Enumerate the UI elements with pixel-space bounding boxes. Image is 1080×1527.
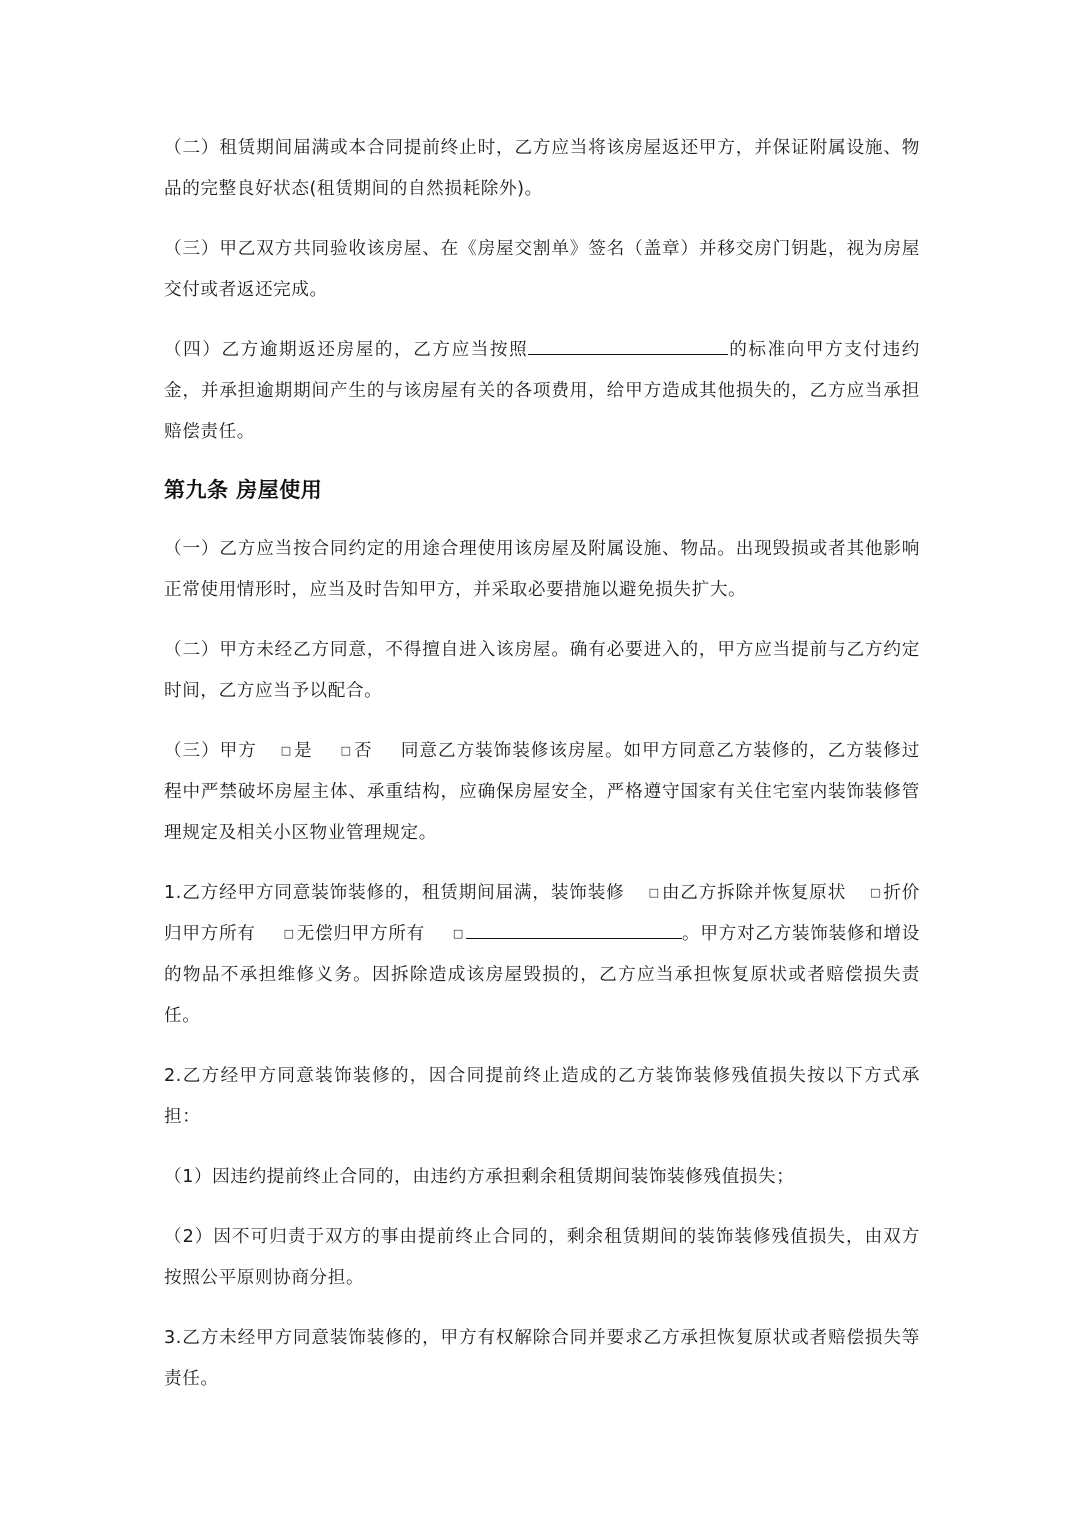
checkbox-yes[interactable]: □ <box>280 744 292 757</box>
option-no-label: 否 <box>353 741 373 761</box>
option-yes-label: 是 <box>293 741 313 761</box>
clause-9-sub-1-text: 。甲方对乙方装饰装修和增设的物品不承担维修义务。因拆除造成该房屋毁损的，乙方应当承担恢复原状或者赔偿损失责任。 <box>164 924 920 1026</box>
clause-8-item-3: （三）甲乙双方共同验收该房屋、在《房屋交割单》签名（盖章）并移交房门钥匙，视为房屋交付或者返还完成。 <box>164 239 920 300</box>
checkbox-remove-restore[interactable]: □ <box>648 886 660 899</box>
clause-9-item-1: （一）乙方应当按合同约定的用途合理使用该房屋及附属设施、物品。出现毁损或者其他影响正常使用情形时，应当及时告知甲方，并采取必要措施以避免损失扩大。 <box>164 539 920 600</box>
clause-9-sub-1-prefix: 1.乙方经甲方同意装饰装修的，租赁期间届满，装饰装修 <box>164 883 625 903</box>
clause-9-sub-2-case-1: （1）因违约提前终止合同的，由违约方承担剩余租赁期间装饰装修残值损失； <box>164 1167 795 1187</box>
option-remove-restore-label: 由乙方拆除并恢复原状 <box>661 883 847 903</box>
penalty-standard-blank[interactable] <box>528 336 728 355</box>
clause-9-item-3 <box>164 731 920 854</box>
checkbox-no[interactable]: □ <box>340 744 352 757</box>
clause-8-item-4 <box>164 330 920 453</box>
clause-9-sub-1 <box>164 873 920 1037</box>
option-discounted-label: 折价归甲方所有 <box>164 883 921 944</box>
clause-9-item-3-text: 同意乙方装饰装修该房屋。如甲方同意乙方装修的，乙方装修过程中严禁破坏房屋主体、承重结构，应确保房屋安全，严格遵守国家有关住宅室内装饰装修管理规定及相关小区物业管理规定。 <box>164 741 920 843</box>
clause-9-heading: 第九条 房屋使用 <box>164 478 323 502</box>
checkbox-other[interactable]: □ <box>452 927 464 940</box>
checkbox-free[interactable]: □ <box>283 927 295 940</box>
clause-9-sub-2-case-2: （2）因不可归责于双方的事由提前终止合同的，剩余租赁期间的装饰装修残值损失，由双方按照公平原则协商分担。 <box>164 1227 920 1288</box>
clause-9-sub-2: 2.乙方经甲方同意装饰装修的，因合同提前终止造成的乙方装饰装修残值损失按以下方式承担： <box>164 1066 920 1127</box>
other-option-blank[interactable] <box>466 920 682 939</box>
clause-9-sub-3: 3.乙方未经甲方同意装饰装修的，甲方有权解除合同并要求乙方承担恢复原状或者赔偿损失等责任。 <box>164 1328 920 1389</box>
checkbox-discounted[interactable]: □ <box>870 886 882 899</box>
clause-9-item-3-prefix: （三）甲方 <box>164 741 257 761</box>
clause-9-item-2: （二）甲方未经乙方同意，不得擅自进入该房屋。确有必要进入的，甲方应当提前与乙方约定时间，乙方应当予以配合。 <box>164 640 920 701</box>
clause-8-item-4-text-b: 的标准向甲方支付违约金，并承担逾期期间产生的与该房屋有关的各项费用，给甲方造成其他损失的，乙方应当承担赔偿责任。 <box>164 340 920 442</box>
option-free-label: 无偿归甲方所有 <box>296 924 425 944</box>
clause-8-item-2: （二）租赁期间届满或本合同提前终止时，乙方应当将该房屋返还甲方，并保证附属设施、物品的完整良好状态(租赁期间的自然损耗除外)。 <box>164 138 920 199</box>
clause-8-item-4-text-a: （四）乙方逾期返还房屋的，乙方应当按照 <box>164 340 529 360</box>
